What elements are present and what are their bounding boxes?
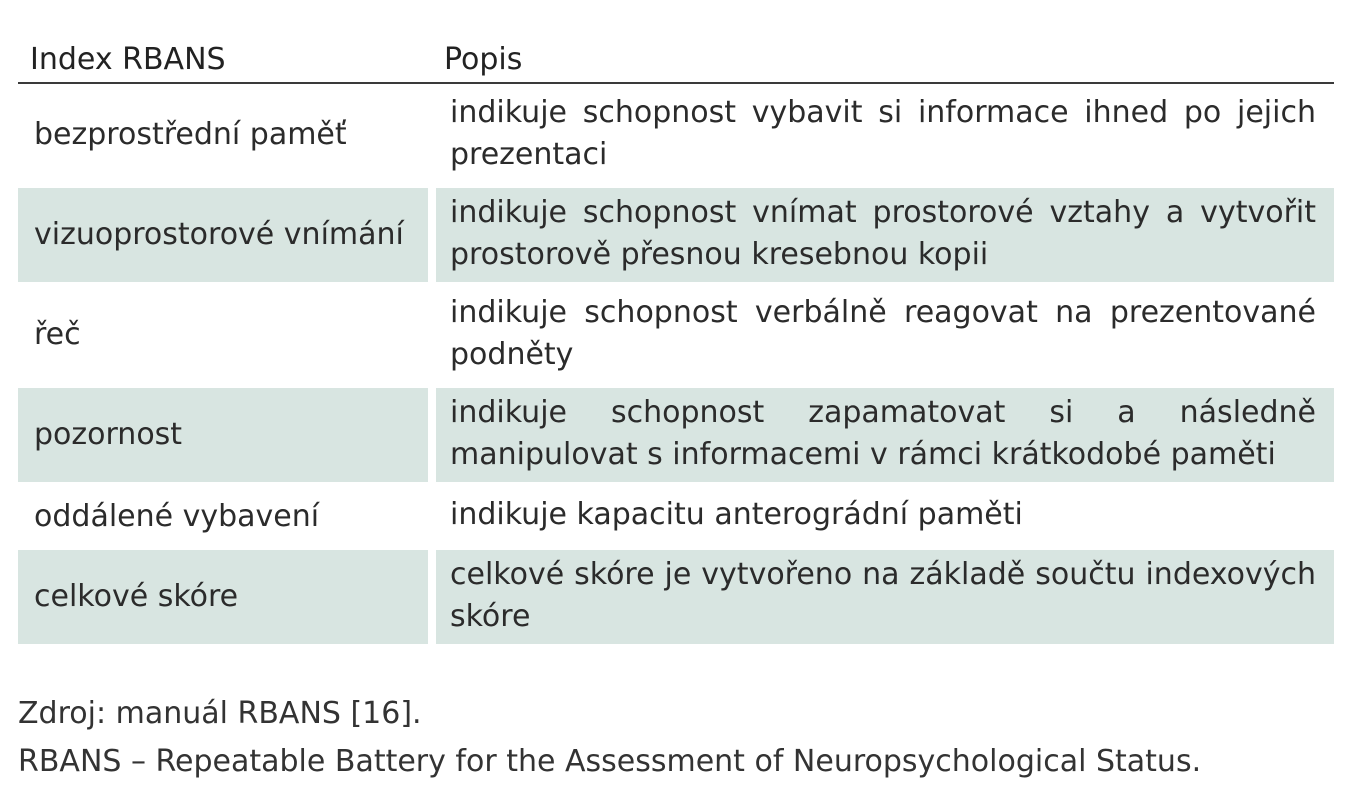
header-index: Index RBANS: [30, 42, 226, 77]
row-index-cell: [18, 488, 428, 544]
row-index: řeč: [34, 317, 81, 352]
column-gap: [428, 388, 436, 482]
source-note: Zdroj: manuál RBANS [16].: [18, 696, 422, 731]
table-row: [18, 88, 1334, 188]
row-index-cell: [18, 188, 428, 282]
row-index-cell: [18, 288, 428, 382]
row-description: indikuje schopnost vnímat prostorové vztahy a vytvořit prostorově přesnou kresebnou kopii: [436, 188, 1334, 282]
column-gap: [428, 550, 436, 644]
row-index: celkové skóre: [34, 579, 239, 614]
row-index: oddálené vybavení: [34, 499, 320, 534]
row-description: celkové skóre je vytvořeno na základě součtu indexových skóre: [436, 550, 1334, 644]
column-gap: [428, 88, 436, 182]
column-gap: [428, 488, 436, 544]
table-notes: [18, 690, 1201, 786]
table-row: [18, 550, 1334, 650]
rbans-table: [18, 38, 1334, 650]
table-row: [18, 388, 1334, 488]
row-description: indikuje kapacitu anterográdní paměti: [450, 497, 1023, 532]
table-row: [18, 488, 1334, 550]
row-index-cell: [18, 550, 428, 644]
row-index: vizuoprostorové vnímání: [34, 217, 404, 252]
abbreviation-note: RBANS – Repeatable Battery for the Assessment of Neuropsychological Status.: [18, 744, 1202, 779]
table-row: [18, 188, 1334, 288]
table-header: [18, 38, 1334, 84]
row-description: indikuje schopnost verbálně reagovat na prezentované podněty: [450, 295, 1316, 372]
header-description: Popis: [444, 42, 523, 77]
row-index-cell: [18, 88, 428, 182]
row-index: pozornost: [34, 417, 183, 452]
row-index: bezprostřední paměť: [34, 117, 347, 152]
table-row: [18, 288, 1334, 388]
row-index-cell: [18, 388, 428, 482]
column-gap: [428, 288, 436, 382]
column-gap: [428, 188, 436, 282]
row-description: indikuje schopnost zapamatovat si a následně manipulovat s informacemi v rámci krátkodobé paměti: [436, 388, 1334, 482]
row-description: indikuje schopnost vybavit si informace ihned po jejich prezentaci: [450, 95, 1316, 172]
